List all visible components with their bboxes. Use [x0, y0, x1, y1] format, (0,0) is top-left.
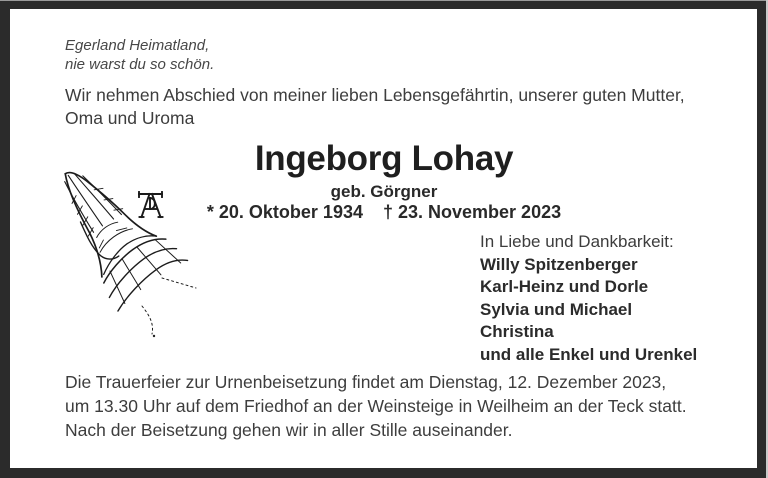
birth-date: * 20. Oktober 1934 [206, 202, 363, 222]
family-member: Sylvia und Michael [480, 299, 633, 319]
condolence-heading: In Liebe und Dankbarkeit: [480, 232, 674, 251]
family-member: und alle Enkel und Urenkel [480, 344, 698, 364]
motto-line-1: Egerland Heimatland, [65, 37, 210, 54]
farewell-line-1: Wir nehmen Abschied von meiner lieben Lebensgefährtin, unserer guten Mutter, [65, 85, 685, 105]
farewell-text [65, 84, 685, 130]
deceased-name: Ingeborg Lohay [254, 139, 514, 178]
scan-edge-top [0, 0, 768, 1]
farewell-line-2: Oma und Uroma [65, 108, 195, 128]
ad-monogram-icon [137, 190, 164, 220]
motto [65, 36, 214, 74]
family-member: Christina [480, 322, 554, 342]
funeral-line-1: Die Trauerfeier zur Urnenbeisetzung findet am Dienstag, 12. Dezember 2023, [65, 372, 667, 392]
family-member: Karl-Heinz und Dorle [480, 277, 649, 297]
death-date: † 23. November 2023 [382, 202, 562, 222]
condolence-block [480, 231, 697, 367]
funeral-info [65, 370, 687, 442]
praying-hands-image [38, 148, 223, 343]
funeral-line-2: um 13.30 Uhr auf dem Friedhof an der Weinsteige in Weilheim an der Teck statt. [65, 396, 687, 416]
family-member: Willy Spitzenberger [480, 254, 638, 274]
motto-line-2: nie warst du so schön. [65, 56, 215, 73]
funeral-line-3: Nach der Beisetzung gehen wir in aller Stille auseinander. [65, 420, 513, 440]
birth-name: geb. Görgner [330, 182, 438, 201]
